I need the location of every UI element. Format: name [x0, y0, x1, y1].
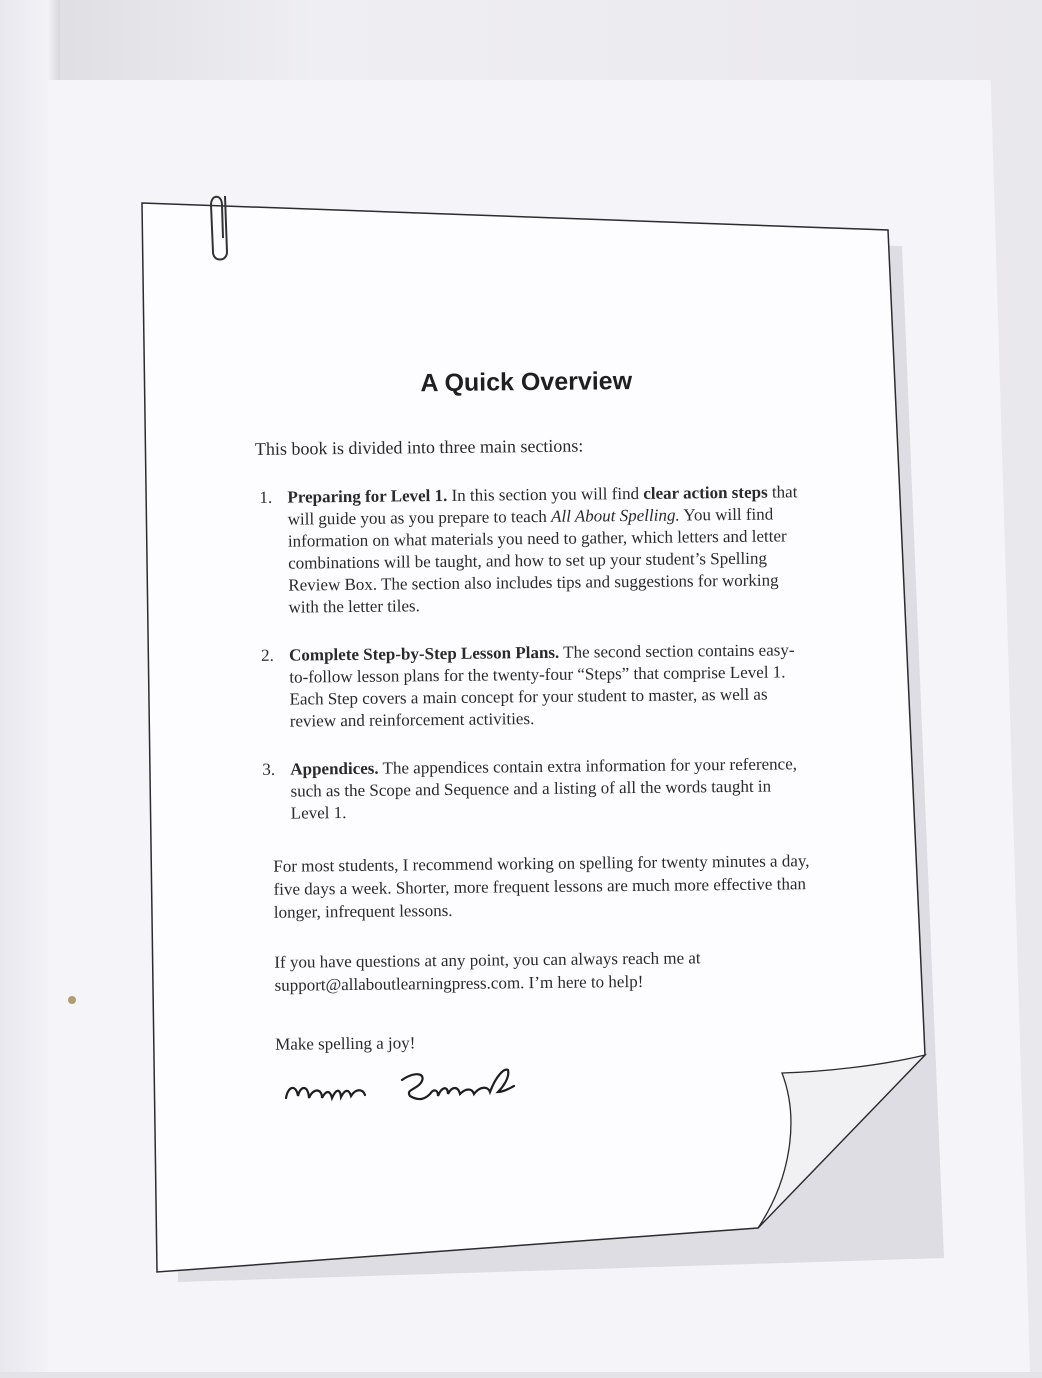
contact-paragraph: If you have questions at any point, you can always reach me at support@allaboutlearningpress.com. I’m here to help! [274, 948, 701, 995]
section-item-1 [259, 481, 808, 619]
book-title: All About Spelling. [550, 505, 680, 526]
page-title: A Quick Overview [420, 367, 633, 398]
section-number: 3. [262, 759, 276, 779]
closing-line: Make spelling a joy! [275, 1033, 416, 1054]
section-text: that will guide you as you prepare to teach [287, 482, 798, 529]
section-number: 2. [260, 645, 274, 665]
intro-text: This book is divided into three main sections: [254, 435, 584, 459]
section-number: 1. [259, 487, 273, 507]
recommendation-paragraph: For most students, I recommend working on spelling for twenty minutes a day, five days a week. Shorter, more frequent lessons are much more effective than longer, infrequent lessons. [273, 851, 810, 922]
sections-list [259, 481, 811, 851]
section-item-2 [261, 639, 810, 733]
section-heading: Appendices. [290, 758, 379, 779]
section-text: You will find information on what materials you need to gather, which letters and letter combinations will be taught, and how to set up your student’s Spelling Review Box. The section also includes tips and suggestions for working with the letter tiles. [287, 504, 787, 617]
section-text: The second section contains easy-to-follow lesson plans for the twenty-four “Steps” that comprise Level 1. Each Step covers a main concept for your student to master, as well as review and reinforcement activities. [289, 640, 795, 731]
section-text: The appendices contain extra information for your reference, such as the Scope and Sequence and a listing of all the words taught in Level 1. [290, 754, 798, 823]
section-heading: Preparing for Level 1. [287, 485, 448, 507]
section-heading: Complete Step-by-Step Lesson Plans. [288, 642, 560, 665]
section-item-3 [262, 753, 811, 825]
section-bold-phrase: clear action steps [643, 482, 768, 503]
section-text: In this section you will find [451, 483, 640, 505]
